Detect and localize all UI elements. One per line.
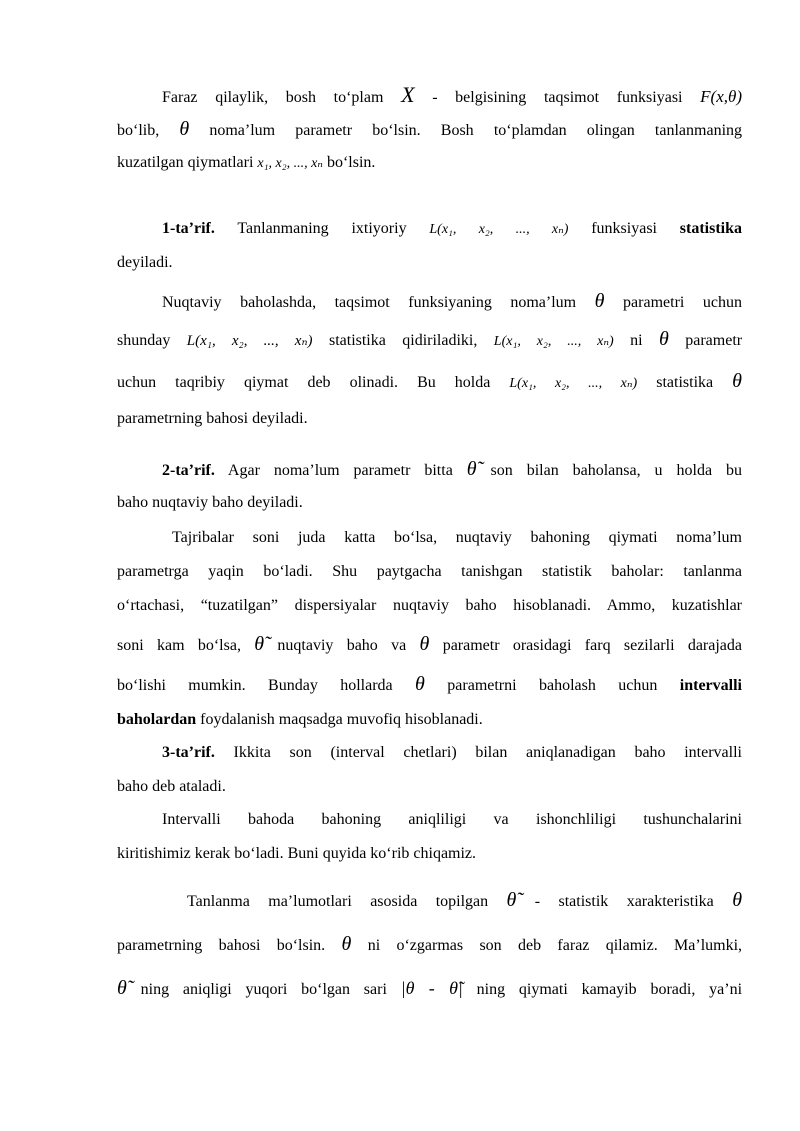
text-line: o‘rtachasi, “tuzatilgan” dispersiyalar nuqtaviy baho hisoblanadi. Ammo, kuzatishlar: [117, 597, 742, 614]
math-theta: θ: [732, 370, 742, 392]
math-theta-tilde: θ̃: [466, 458, 477, 480]
math-L-function: L(x₁, x₂, ..., xₙ): [186, 333, 313, 349]
text: ni: [630, 332, 643, 349]
text: Agar noma’lum parametr bitta: [227, 462, 453, 479]
math-theta-tilde: θ̃: [254, 633, 265, 655]
text: nuqtaviy baho va: [277, 637, 407, 654]
math-theta: θ: [341, 933, 352, 955]
text: Ikkita son (interval chetlari) bilan aniqlanadigan baho intervalli: [233, 744, 742, 761]
definition-label: 2-ta’rif.: [162, 462, 215, 479]
text: parametr: [685, 332, 743, 349]
text-line: deyiladi.: [117, 254, 173, 271]
math-theta: θ: [732, 889, 743, 911]
definition-1: [117, 212, 742, 280]
text: - belgisining taqsimot funksiyasi: [432, 89, 683, 106]
text-line: [117, 284, 742, 318]
text: kuzatilgan qiymatlari: [117, 154, 254, 171]
text: ni o‘zgarmas son deb faraz qilamiz. Ma’lumki,: [367, 937, 743, 954]
text-line: [117, 318, 742, 360]
text-line: [117, 78, 742, 112]
text-line: kiritishimiz kerak bo‘ladi. Buni quyida ko‘rib chiqamiz.: [117, 845, 477, 862]
text: Tanlanmaning ixtiyoriy: [237, 220, 407, 237]
text: Tanlanma ma’lumotlari asosida topilgan: [187, 893, 489, 910]
paragraph-interval-motivation: [117, 521, 742, 737]
definition-label: 1-ta’rif.: [162, 220, 215, 237]
text-line: Intervalli bahoda bahoning aniqliligi va ishonchliligi tushunchalarini: [162, 811, 742, 828]
text: statistika: [656, 374, 714, 391]
text-line: [117, 665, 742, 703]
text: son bilan baholansa, u holda bu: [490, 462, 742, 479]
text: parametrning bahosi bo‘lsin.: [117, 937, 326, 954]
math-theta-tilde: θ̃: [117, 977, 127, 999]
math-L-function: L(x₁, x₂, ..., xₙ): [429, 222, 569, 237]
text: Faraz qilaylik, bosh to‘plam: [162, 89, 384, 106]
term-intervalli: intervalli: [679, 677, 742, 694]
paragraph-point-estimation: [117, 284, 742, 436]
text-line: [117, 736, 742, 770]
text-line: [117, 146, 742, 180]
text-line: [117, 966, 742, 1010]
math-L-function: L(x₁, x₂, ..., xₙ): [493, 334, 614, 349]
text-line: [117, 360, 742, 402]
text: parametrni baholash uchun: [447, 677, 658, 694]
text: ning qiymati kamayib boradi, ya’ni: [476, 981, 743, 998]
text: shunday: [117, 332, 171, 349]
math-theta: θ: [594, 290, 605, 312]
text-line: [117, 922, 742, 966]
text: parametri uchun: [623, 294, 742, 311]
paragraph-accuracy-reliability: [117, 803, 742, 871]
text: uchun taqribiy qiymat deb olinadi. Bu holda: [117, 374, 491, 391]
math-theta: θ: [415, 673, 425, 695]
text: parametr orasidagi farq sezilarli darajada: [442, 637, 743, 654]
text-line: baho nuqtaviy baho deyiladi.: [117, 494, 303, 511]
text: foydalanish maqsadga muvofiq hisoblanadi.: [200, 711, 483, 728]
text-line: [117, 112, 742, 146]
text-line: [117, 623, 742, 665]
text: noma’lum parametr bo‘lsin. Bosh to‘plamdan olingan tanlanmaning: [209, 122, 743, 139]
text-line: [117, 212, 742, 246]
math-theta: θ: [658, 328, 669, 350]
text-line: [117, 452, 742, 486]
term-statistika: statistika: [679, 220, 743, 237]
math-theta: θ: [179, 118, 190, 140]
text: Nuqtaviy baholashda, taqsimot funksiyaning noma’lum: [162, 294, 577, 311]
text: bo‘lib,: [117, 122, 160, 139]
text: bo‘lishi mumkin. Bunday hollarda: [117, 677, 393, 694]
text-line: [117, 878, 742, 922]
text-line: baho deb ataladi.: [117, 778, 226, 795]
math-sample-values: x₁, x₂, ..., xₙ: [257, 156, 323, 171]
paragraph-accuracy: [117, 878, 742, 1010]
math-theta-tilde: θ̃: [506, 889, 517, 911]
definition-label: 3-ta’rif.: [162, 744, 215, 761]
text-line: [117, 703, 742, 737]
text: - statistik xarakteristika: [534, 893, 714, 910]
text-line: parametrning bahosi deyiladi.: [117, 410, 308, 427]
math-abs-difference: |θ - θ̃|: [400, 978, 463, 998]
definition-2: [117, 452, 742, 520]
term-baholardan: baholardan: [117, 711, 197, 728]
text: funksiyasi: [591, 220, 657, 237]
paragraph-intro: [117, 78, 742, 180]
text: soni kam bo‘lsa,: [117, 637, 241, 654]
text: statistika qidiriladiki,: [328, 332, 478, 349]
text-line: Tajribalar soni juda katta bo‘lsa, nuqtaviy bahoning qiymati noma’lum: [172, 529, 742, 546]
definition-3: [117, 736, 742, 804]
math-theta: θ: [419, 633, 430, 655]
text: ning aniqligi yuqori bo‘lgan sari: [140, 981, 387, 998]
text-line: parametrga yaqin bo‘ladi. Shu paytgacha tanishgan statistik baholar: tanlanma: [117, 563, 742, 580]
math-L-function: L(x₁, x₂, ..., xₙ): [509, 376, 638, 391]
math-F-x-theta: F(x,θ): [700, 87, 743, 106]
math-X: X: [401, 82, 415, 107]
text: bo‘lsin.: [326, 154, 376, 171]
